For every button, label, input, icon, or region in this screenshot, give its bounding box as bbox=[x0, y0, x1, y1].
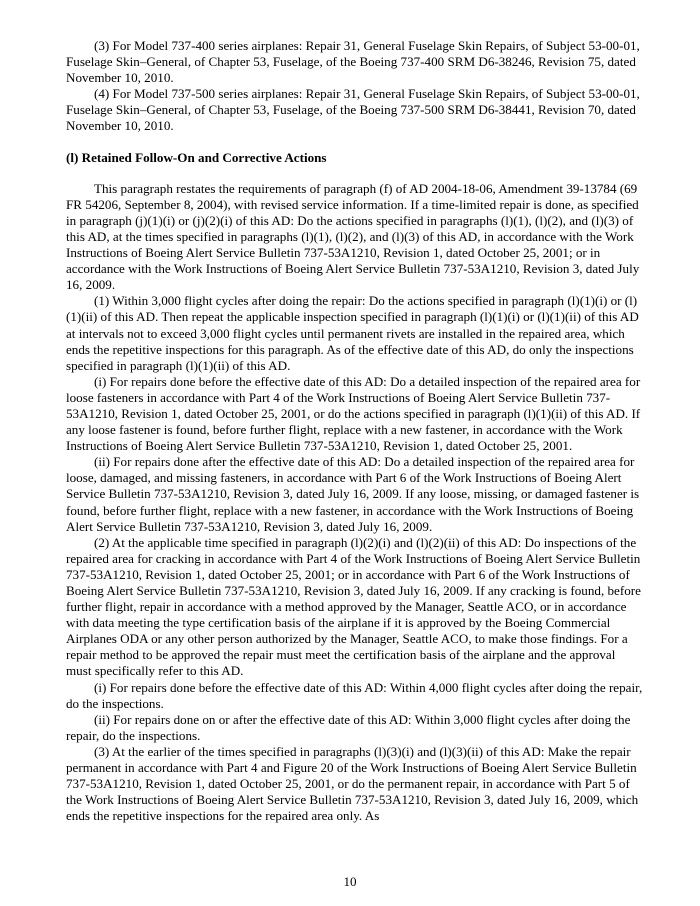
page-number: 10 bbox=[343, 874, 357, 889]
document-page bbox=[66, 38, 644, 824]
section-heading-l: (l) Retained Follow-On and Corrective Actions bbox=[66, 149, 327, 165]
paragraph-l-1: (1) Within 3,000 flight cycles after doing the repair: Do the actions specified in paragraph (l)(1)(i) or (l)(1)(ii) of this AD. Then repeat the applicable inspection specified in paragraph (l)(1)(i) or (l)(1)(ii) of this AD at intervals not to exceed 3,000 flight cycles until permanent rivets are installed in the repaired area, which ends the repetitive inspections for this paragraph. As of the effective date of this AD, do only the inspections specified in paragraph (l)(1)(ii) of this AD. bbox=[66, 293, 639, 373]
paragraph-l-2-ii: (ii) For repairs done on or after the effective date of this AD: Within 3,000 flight cycles after doing the repair, do the inspections. bbox=[66, 711, 631, 743]
paragraph-l-2: (2) At the applicable time specified in paragraph (l)(2)(i) and (l)(2)(ii) of this AD: Do inspections of the repaired area for cracking in accordance with Part 4 of the Work Instructions of Boeing Alert Service Bulletin 737-53A1210, Revision 1, dated October 25, 2001; or in accordance with Part 6 of the Work Instructions of Boeing Alert Service Bulletin 737-53A1210, Revision 3, dated July 16, 2009. If any cracking is found, before further flight, repair in accordance with a method approved by the Manager, Seattle ACO, or in accordance with data meeting the type certification basis of the airplane if it is approved by the Boeing Commercial Airplanes ODA or any other person authorized by the Manager, Seattle ACO, to make those findings. For a repair method to be approved the repair must meet the certification basis of the airplane and the approval must specifically refer to this AD. bbox=[66, 534, 641, 679]
paragraph-4-model-737-500: (4) For Model 737-500 series airplanes: Repair 31, General Fuselage Skin Repairs, of Subject 53-00-01, Fuselage Skin–General, of Chapter 53, Fuselage, of the Boeing 737-500 SRM D6-38441, Revision 70, dated November 10, 2010. bbox=[66, 86, 640, 134]
paragraph-l-2-i: (i) For repairs done before the effective date of this AD: Within 4,000 flight cycles after doing the repair, do the inspections. bbox=[66, 679, 643, 711]
paragraph-l-1-i: (i) For repairs done before the effective date of this AD: Do a detailed inspection of the repaired area for loose fasteners in accordance with Part 4 of the Work Instructions of Boeing Alert Service Bulletin 737-53A1210, Revision 1, dated October 25, 2001, or do the actions specified in paragraph (l)(1)(ii) of this AD. If any loose fastener is found, before further flight, replace with a new fastener, in accordance with the Work Instructions of Boeing Alert Service Bulletin 737-53A1210, Revision 1, dated October 25, 2001. bbox=[66, 373, 641, 454]
paragraph-l-intro: This paragraph restates the requirements of paragraph (f) of AD 2004-18-06, Amendment 39-13784 (69 FR 54206, September 8, 2004), with revised service information. If a time-limited repair is done, as specified in paragraph (j)(1)(i) or (j)(2)(i) of this AD: Do the actions specified in paragraphs (l)(1), (l)(2), and (l)(3) of this AD, at the times specified in paragraphs (l)(1), (l)(2), and (l)(3) of this AD, in accordance with the Work Instructions of Boeing Alert Service Bulletin 737-53A1210, Revision 1, dated October 25, 2001; or in accordance with the Work Instructions of Boeing Alert Service Bulletin 737-53A1210, Revision 3, dated July 16, 2009. bbox=[66, 180, 640, 293]
paragraph-l-3: (3) At the earlier of the times specified in paragraphs (l)(3)(i) and (l)(3)(ii) of this AD: Make the repair permanent in accordance with Part 4 and Figure 20 of the Work Instructions of Boeing Alert Service Bulletin 737-53A1210, Revision 1, dated October 25, 2001, or do the permanent repair, in accordance with Part 5 of the Work Instructions of Boeing Alert Service Bulletin 737-53A1210, Revision 3, dated July 16, 2009, which ends the repetitive inspections for the repaired area only. As bbox=[66, 743, 639, 824]
paragraph-3-model-737-400: (3) For Model 737-400 series airplanes: Repair 31, General Fuselage Skin Repairs, of Subject 53-00-01, Fuselage Skin–General, of Chapter 53, Fuselage, of the Boeing 737-400 SRM D6-38246, Revision 75, dated November 10, 2010. bbox=[66, 38, 640, 86]
paragraph-l-1-ii: (ii) For repairs done after the effective date of this AD: Do a detailed inspection of the repaired area for loose, damaged, and missing fasteners, in accordance with Part 6 of the Work Instructions of Boeing Alert Service Bulletin 737-53A1210, Revision 3, dated July 16, 2009. If any loose, missing, or damaged fastener is found, before further flight, replace with a new fastener, in accordance with the Work Instructions of Boeing Alert Service Bulletin 737-53A1210, Revision 3, dated July 16, 2009. bbox=[66, 454, 640, 534]
